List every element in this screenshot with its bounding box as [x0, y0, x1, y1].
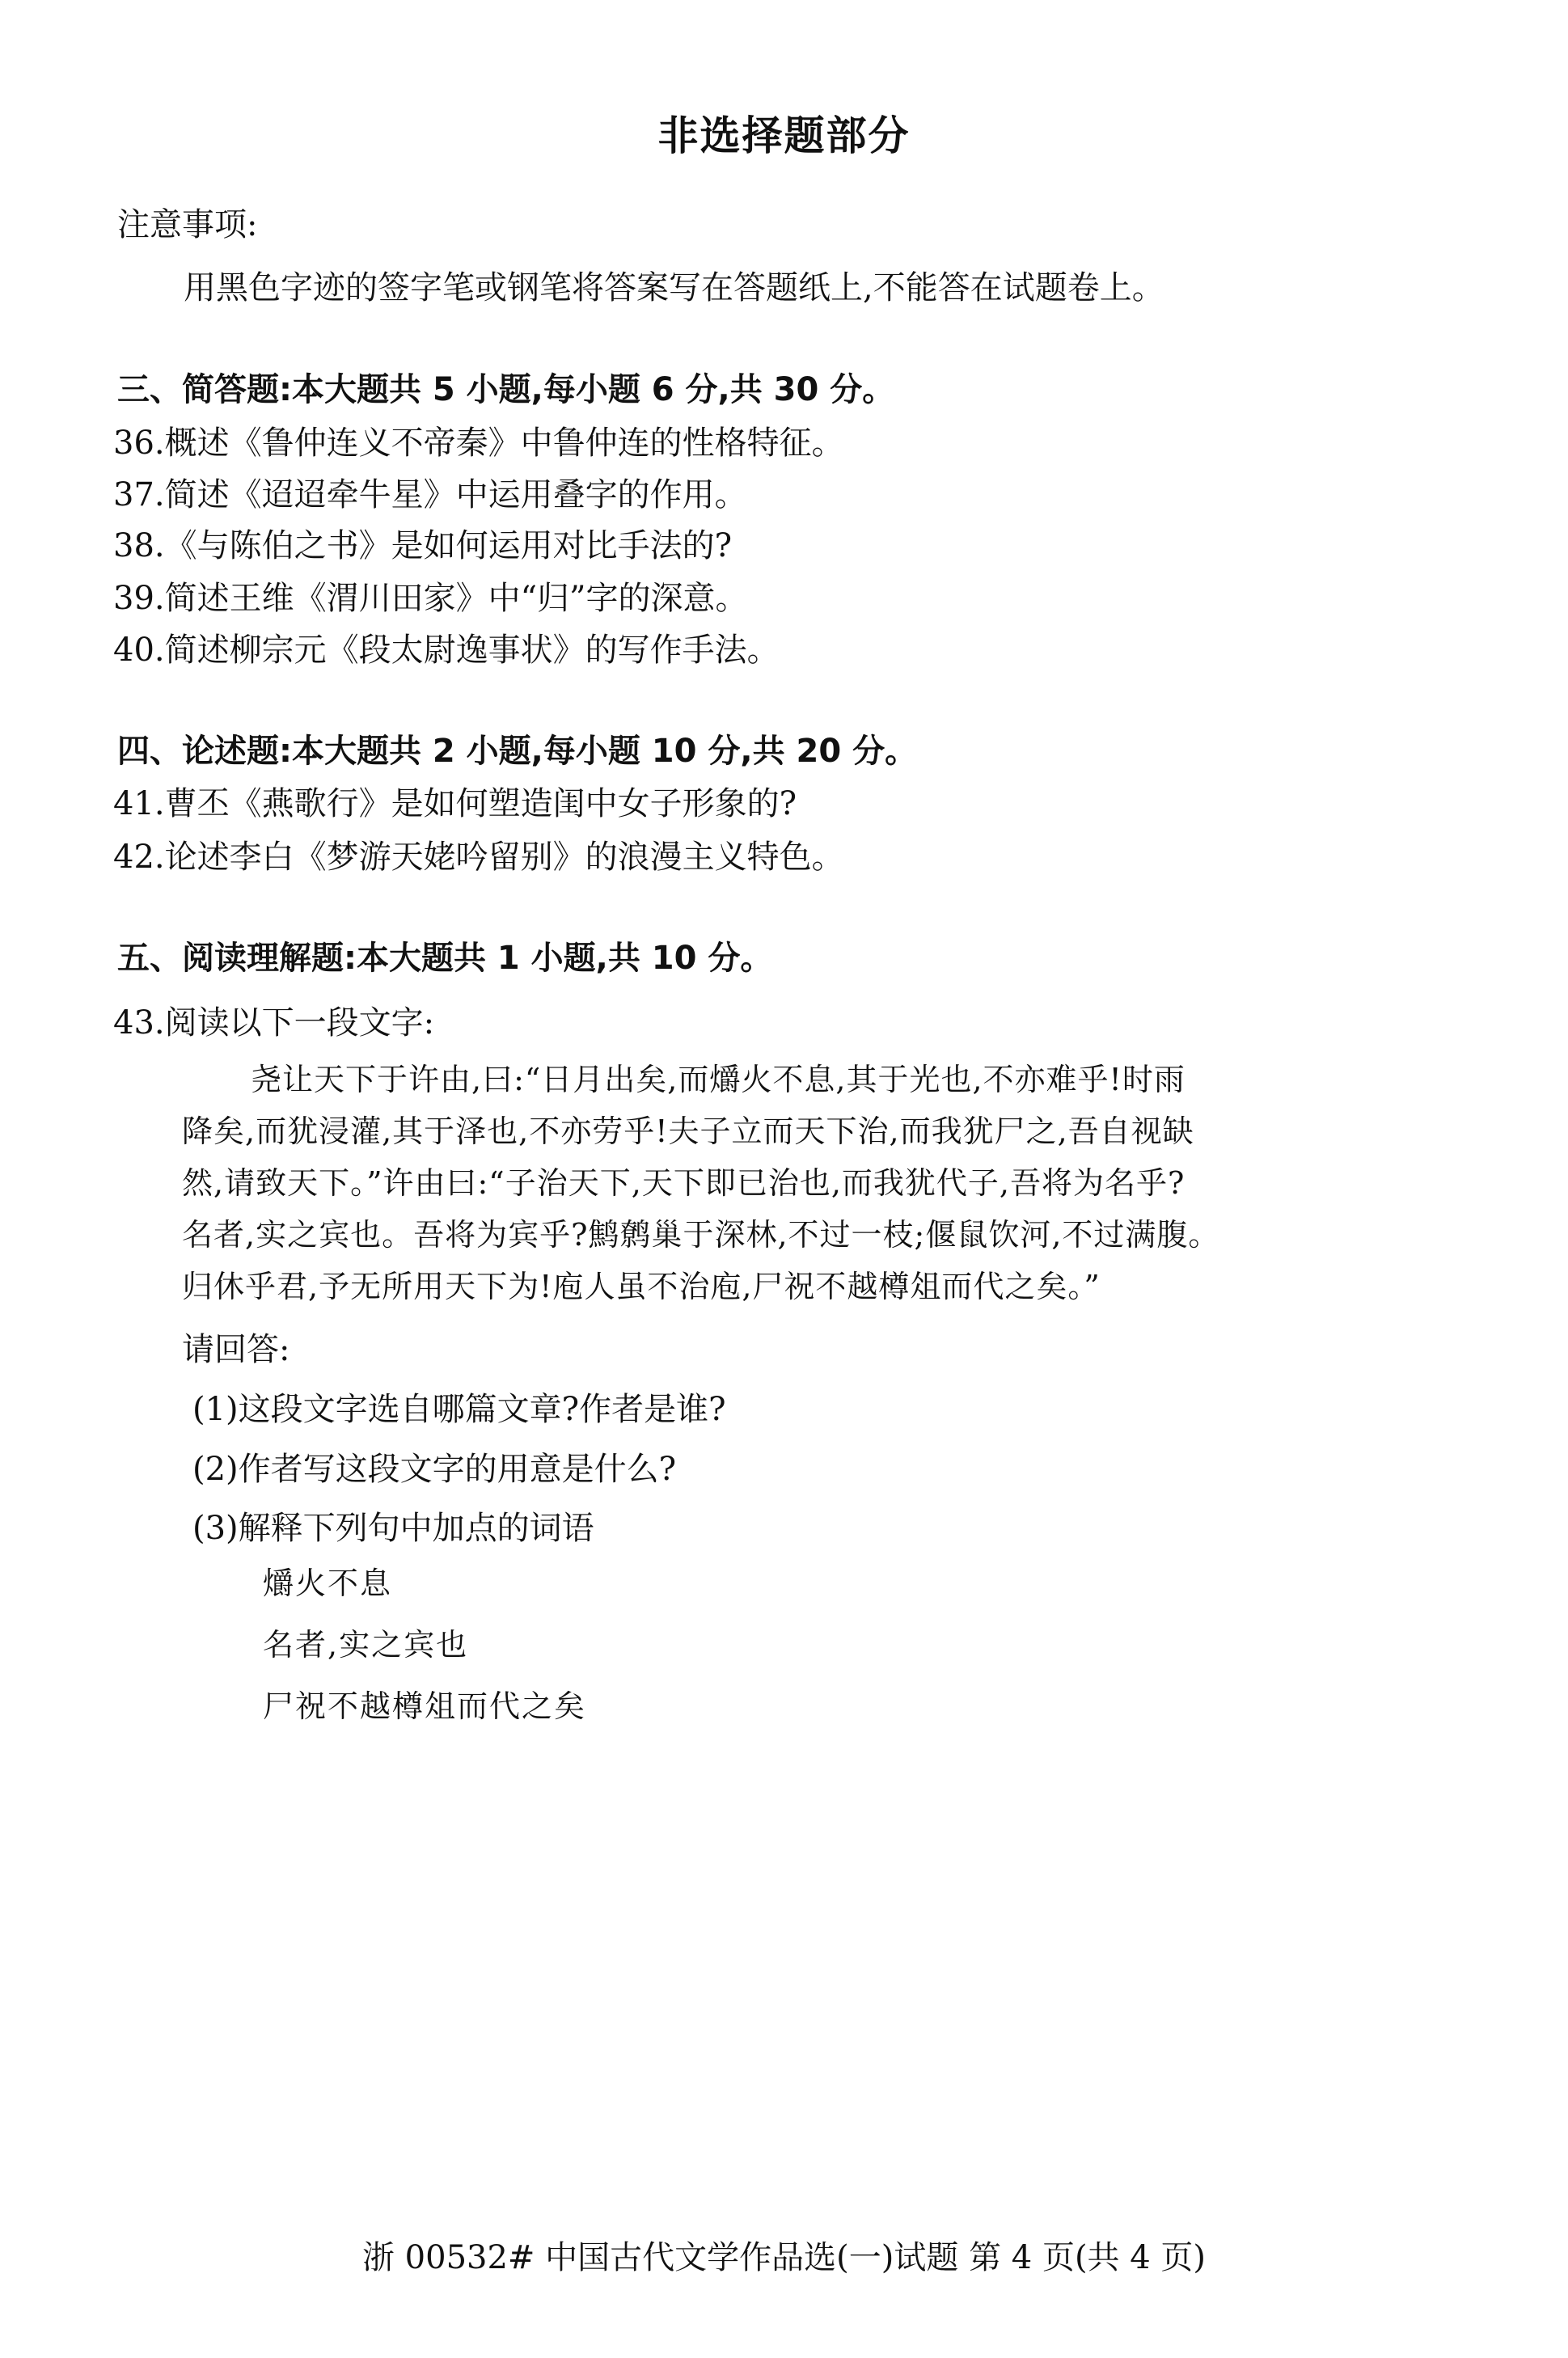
passage-line-4: 名者,实之宾也。吾将为宾乎?鹪鹩巢于深林,不过一枝;偃鼠饮河,不过满腹。 — [182, 1217, 1220, 1253]
passage-line-2: 降矣,而犹浸灌,其于泽也,不亦劳乎!夫子立而天下治,而我犹尸之,吾自视缺 — [182, 1114, 1194, 1149]
passage-line-1: 尧让天下于许由,曰:“日月出矣,而爝火不息,其于光也,不亦难乎!时雨 — [251, 1062, 1186, 1097]
section4-heading: 四、论述题:本大题共 2 小题,每小题 10 分,共 20 分。 — [117, 733, 918, 770]
sub-question-2: (2)作者写这段文字的用意是什么? — [192, 1451, 677, 1488]
question-40: 40.简述柳宗元《段太尉逸事状》的写作手法。 — [113, 632, 780, 669]
question-37: 37.简述《迢迢牵牛星》中运用叠字的作用。 — [113, 476, 747, 513]
question-42: 42.论述李白《梦游天姥吟留别》的浪漫主义特色。 — [113, 839, 844, 876]
passage-line-5: 归休乎君,予无所用天下为!庖人虽不治庖,尸祝不越樽俎而代之矣。” — [182, 1269, 1101, 1304]
sub-question-3: (3)解释下列句中加点的词语 — [192, 1510, 594, 1547]
question-39: 39.简述王维《渭川田家》中“归”字的深意。 — [113, 580, 748, 617]
notice-heading: 注意事项: — [117, 206, 258, 243]
notice-text: 用黑色字迹的签字笔或钢笔将答案写在答题纸上,不能答在试题卷上。 — [184, 269, 1164, 306]
page-title: 非选择题部分 — [657, 112, 911, 159]
question-38: 38.《与陈伯之书》是如何运用对比手法的? — [113, 527, 733, 564]
question-41: 41.曹丕《燕歌行》是如何塑造闺中女子形象的? — [113, 785, 797, 822]
answer-prompt: 请回答: — [182, 1331, 290, 1368]
term-1: 爝火不息 — [263, 1566, 393, 1601]
term-2: 名者,实之宾也 — [263, 1627, 469, 1663]
passage-line-3: 然,请致天下。”许由曰:“子治天下,天下即已治也,而我犹代子,吾将为名乎? — [182, 1165, 1186, 1201]
question-36: 36.概述《鲁仲连义不帝秦》中鲁仲连的性格特征。 — [113, 425, 844, 462]
term-3: 尸祝不越樽俎而代之矣 — [263, 1688, 587, 1724]
question-43-intro: 43.阅读以下一段文字: — [113, 1004, 435, 1042]
page-footer: 浙 00532# 中国古代文学作品选(一)试题 第 4 页(共 4 页) — [361, 2239, 1207, 2276]
sub-question-1: (1)这段文字选自哪篇文章?作者是谁? — [192, 1391, 726, 1428]
section5-heading: 五、阅读理解题:本大题共 1 小题,共 10 分。 — [117, 940, 773, 977]
section3-heading: 三、简答题:本大题共 5 小题,每小题 6 分,共 30 分。 — [117, 371, 895, 408]
